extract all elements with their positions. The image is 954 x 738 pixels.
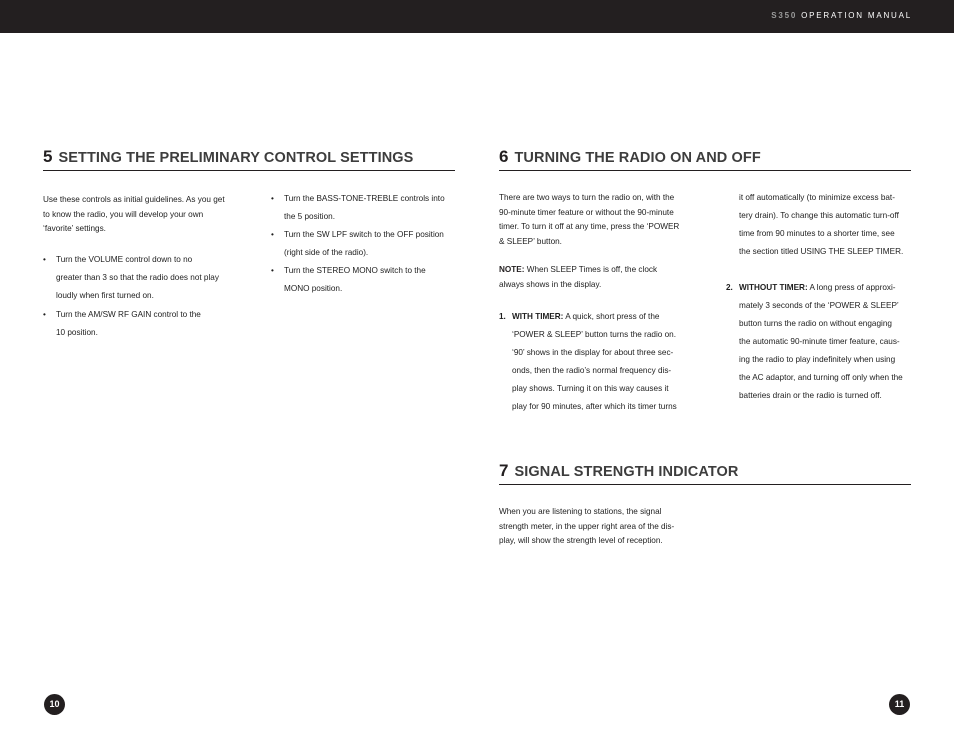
- note-label: NOTE:: [499, 265, 525, 274]
- text-line: Use these controls as initial guidelines. As you get: [43, 195, 225, 204]
- section-number: 5: [43, 147, 53, 166]
- bullet-item: [271, 262, 456, 298]
- text-line: [512, 308, 699, 326]
- numbered-item-with-timer: [499, 308, 699, 416]
- text-line: the 5 position.: [284, 212, 335, 221]
- section-title: SIGNAL STRENGTH INDICATOR: [514, 464, 739, 480]
- text-line: the AC adaptor, and turning off only when the: [739, 373, 903, 382]
- page-number-left: 10: [44, 694, 65, 715]
- item-text: A long press of approxi-: [809, 283, 896, 292]
- text-line: tery drain). To change this automatic turn-off: [739, 211, 899, 220]
- text-line: Turn the SW LPF switch to the OFF position: [284, 230, 444, 239]
- item-label: WITHOUT TIMER:: [739, 283, 808, 292]
- text-line: loudly when first turned on.: [56, 291, 154, 300]
- model-code: S350: [771, 11, 798, 20]
- note-text: When SLEEP Times is off, the clock: [526, 265, 658, 274]
- item-label: WITH TIMER:: [512, 312, 564, 321]
- text-line: ing the radio to play indefinitely when using: [739, 355, 896, 364]
- section-6-continued: [739, 189, 924, 261]
- text-line: button turns the radio on without engaging: [739, 319, 892, 328]
- manual-title-text: OPERATION MANUAL: [801, 11, 912, 20]
- bullet-icon: •: [43, 255, 46, 264]
- bullet-item: [271, 226, 456, 262]
- text-line: ‘POWER & SLEEP’ button turns the radio on.: [512, 330, 676, 339]
- text-line: & SLEEP’ button.: [499, 236, 562, 246]
- section-6-heading: [499, 147, 911, 171]
- text-line: When you are listening to stations, the signal: [499, 507, 662, 516]
- section-5-heading: [43, 147, 455, 171]
- text-line: the section titled USING THE SLEEP TIMER.: [739, 247, 904, 256]
- text-line: [499, 263, 699, 278]
- text-line: strength meter, in the upper right area of the dis-: [499, 521, 675, 531]
- text-line: batteries drain or the radio is turned off.: [739, 391, 882, 400]
- text-line: Turn the BASS-TONE-TREBLE controls into: [284, 194, 445, 203]
- header-bar: [0, 0, 954, 33]
- bullet-icon: •: [43, 310, 46, 319]
- section-number: 7: [499, 461, 509, 480]
- text-line: greater than 3 so that the radio does not play: [56, 273, 219, 282]
- text-line: There are two ways to turn the radio on, with the: [499, 193, 675, 202]
- bullet-item: [43, 251, 243, 305]
- section-7-heading: [499, 461, 911, 485]
- item-number: 2.: [726, 283, 733, 292]
- text-line: Turn the STEREO MONO switch to the: [284, 266, 426, 275]
- text-line: ‘favorite’ settings.: [43, 224, 106, 233]
- text-line: to know the radio, you will develop your own: [43, 209, 204, 219]
- text-line: it off automatically (to minimize excess bat-: [739, 193, 895, 202]
- text-line: the automatic 90-minute timer feature, caus-: [739, 337, 900, 346]
- text-line: play for 90 minutes, after which its timer turns: [512, 402, 677, 411]
- text-line: MONO position.: [284, 284, 343, 293]
- section-6-intro: [499, 191, 699, 249]
- manual-title: [771, 11, 912, 20]
- numbered-item-without-timer: [726, 279, 926, 405]
- text-line: Turn the AM/SW RF GAIN control to the: [56, 310, 201, 319]
- section-number: 6: [499, 147, 509, 166]
- bullet-item: [43, 306, 243, 342]
- bullet-icon: •: [271, 266, 274, 275]
- section-5-intro: [43, 193, 243, 237]
- section-title: SETTING THE PRELIMINARY CONTROL SETTINGS: [58, 150, 414, 166]
- text-line: [739, 279, 926, 297]
- text-line: ‘90’ shows in the display for about three sec-: [512, 348, 674, 357]
- text-line: 10 position.: [56, 328, 98, 337]
- section-title: TURNING THE RADIO ON AND OFF: [514, 150, 761, 166]
- item-text: A quick, short press of the: [565, 312, 660, 321]
- text-line: 90-minute timer feature or without the 90-minute: [499, 207, 674, 217]
- text-line: onds, then the radio’s normal frequency dis-: [512, 366, 672, 375]
- item-number: 1.: [499, 312, 506, 321]
- text-line: play shows. Turning it on this way causes it: [512, 384, 669, 393]
- text-line: (right side of the radio).: [284, 248, 369, 257]
- bullet-item: [271, 190, 456, 226]
- note-paragraph: [499, 263, 699, 292]
- text-line: timer. To turn it off at any time, press the ‘POWER: [499, 222, 680, 231]
- page-number-right: 11: [889, 694, 910, 715]
- text-line: Turn the VOLUME control down to no: [56, 255, 193, 264]
- section-7-body: [499, 505, 699, 549]
- bullet-icon: •: [271, 230, 274, 239]
- text-line: time from 90 minutes to a shorter time, see: [739, 229, 895, 238]
- text-line: play, will show the strength level of reception.: [499, 536, 663, 545]
- text-line: mately 3 seconds of the ‘POWER & SLEEP’: [739, 301, 899, 310]
- bullet-icon: •: [271, 194, 274, 203]
- text-line: always shows in the display.: [499, 279, 602, 289]
